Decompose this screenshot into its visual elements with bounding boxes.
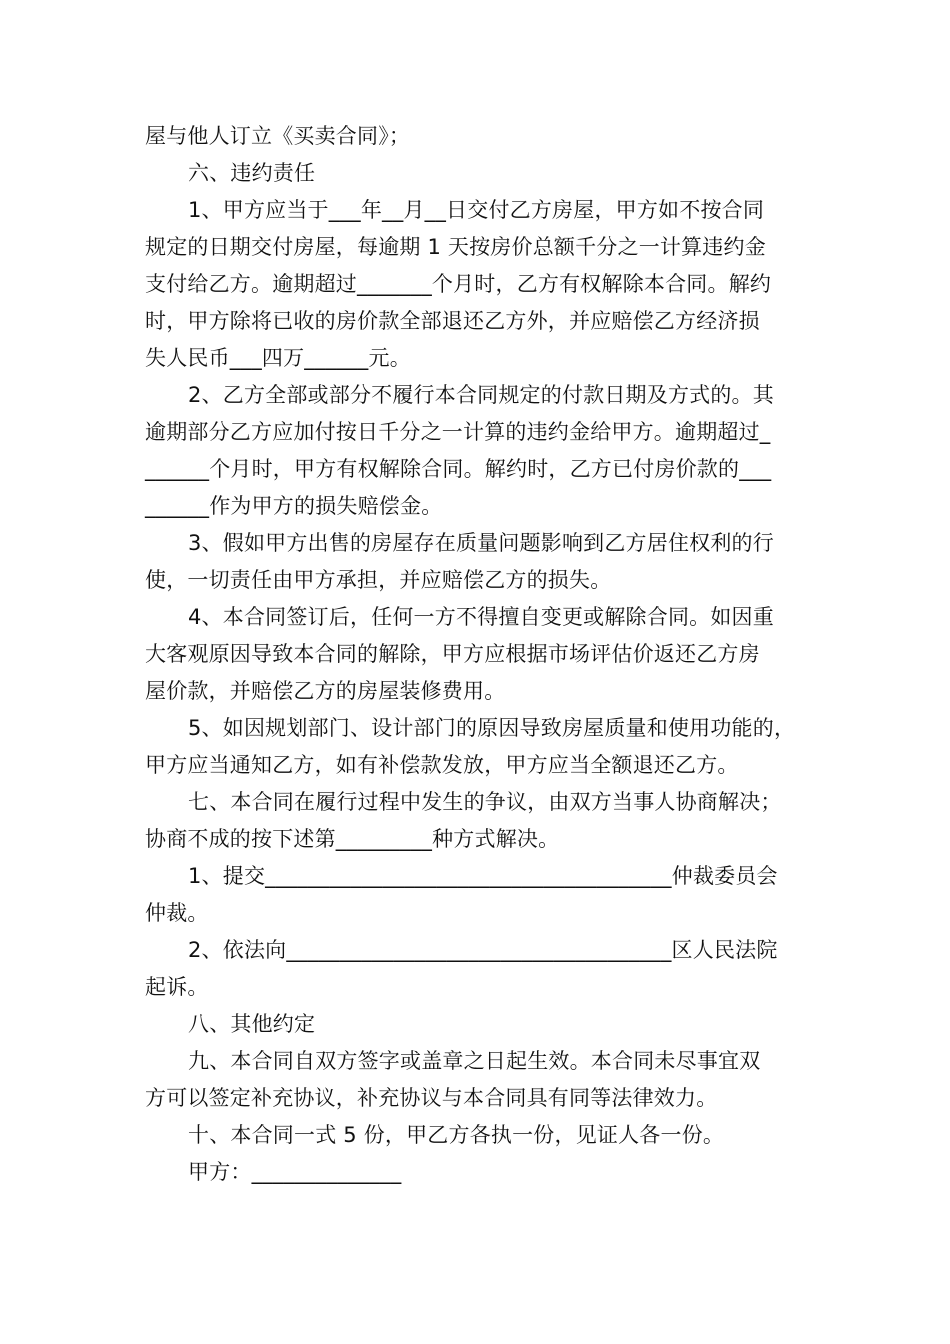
- text-line: 逾期部分乙方应加付按日千分之一计算的违约金给甲方。逾期超过_: [145, 420, 771, 444]
- section-heading: 七、本合同在履行过程中发生的争议，由双方当事人协商解决；: [188, 790, 782, 814]
- text-line: 协商不成的按下述第_________种方式解决。: [145, 827, 560, 851]
- text-line: 起诉。: [145, 975, 209, 999]
- text-line: 甲方应当通知乙方，如有补偿款发放，甲方应当全额退还乙方。: [145, 753, 739, 777]
- signature-line-party-a: 甲方：______________: [188, 1160, 402, 1184]
- contract-text: [145, 118, 810, 1191]
- text-line: 1、提交______________________________________仲裁委员会: [188, 864, 778, 888]
- text-line: 支付给乙方。逾期超过_______个月时，乙方有权解除本合同。解约: [145, 272, 772, 296]
- text-line: 2、依法向____________________________________区人民法院: [188, 938, 778, 962]
- text-line: 时，甲方除将已收的房价款全部退还乙方外，并应赔偿乙方经济损: [145, 309, 760, 333]
- section-heading: 六、违约责任: [188, 161, 316, 185]
- text-line: 规定的日期交付房屋，每逾期 1 天按房价总额千分之一计算违约金: [145, 235, 766, 259]
- text-line: 1、甲方应当于___年__月__日交付乙方房屋，甲方如不按合同: [188, 198, 765, 222]
- text-line: 3、假如甲方出售的房屋存在质量问题影响到乙方居住权利的行: [188, 531, 774, 555]
- text-line: 使，一切责任由甲方承担，并应赔偿乙方的损失。: [145, 568, 612, 592]
- text-line: ______作为甲方的损失赔偿金。: [145, 494, 443, 518]
- text-line: 5、如因规划部门、设计部门的原因导致房屋质量和使用功能的，: [188, 716, 796, 740]
- text-line: 失人民币___四万______元。: [145, 346, 411, 370]
- section-heading: 九、本合同自双方签字或盖章之日起生效。本合同未尽事宜双: [188, 1049, 761, 1073]
- text-line: 方可以签定补充协议，补充协议与本合同具有同等法律效力。: [145, 1086, 718, 1110]
- text-line: 仲裁。: [145, 901, 209, 925]
- text-line: 屋与他人订立《买卖合同》；: [145, 124, 411, 148]
- text-line: 2、乙方全部或部分不履行本合同规定的付款日期及方式的。其: [188, 383, 774, 407]
- section-heading: 八、其他约定: [188, 1012, 316, 1036]
- text-line: 4、本合同签订后，任何一方不得擅自变更或解除合同。如因重: [188, 605, 774, 629]
- text-line: 屋价款，并赔偿乙方的房屋装修费用。: [145, 679, 506, 703]
- section-heading: 十、本合同一式 5 份，甲乙方各执一份，见证人各一份。: [188, 1123, 725, 1147]
- text-line: ______个月时，甲方有权解除合同。解约时，乙方已付房价款的___: [145, 457, 772, 481]
- text-line: 大客观原因导致本合同的解除，甲方应根据市场评估价返还乙方房: [145, 642, 760, 666]
